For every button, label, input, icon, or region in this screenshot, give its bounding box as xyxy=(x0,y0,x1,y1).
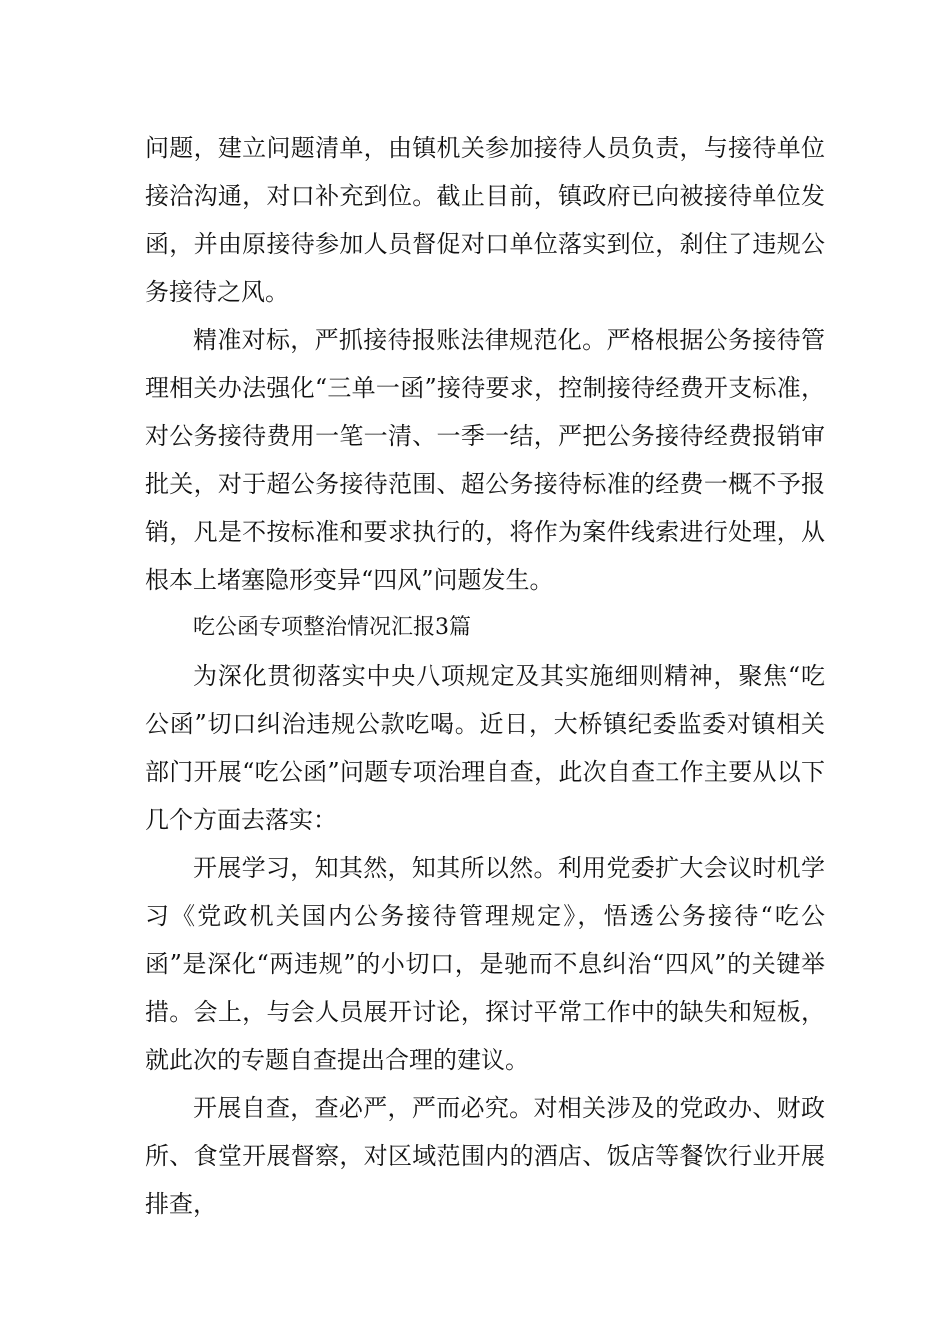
section-heading: 吃公函专项整治情况汇报3篇 xyxy=(193,615,471,640)
paragraph-5: 开展自查，查必严，严而必究。对相关涉及的党政办、财政所、食堂开展督察，对区域范围内的酒店、饭店等餐饮行业开展排查， xyxy=(145,1094,825,1218)
document-body xyxy=(145,124,825,1228)
paragraph-3: 为深化贯彻落实中央八项规定及其实施细则精神，聚焦“吃公函”切口纠治违规公款吃喝。近日，大桥镇纪委监委对镇相关部门开展“吃公函”问题专项治理自查，此次自查工作主要从以下几个方面去落实： xyxy=(145,662,825,834)
paragraph-4: 开展学习，知其然，知其所以然。利用党委扩大会议时机学习《党政机关国内公务接待管理规定》，悟透公务接待“吃公函”是深化“两违规”的小切口，是驰而不息纠治“四风”的关键举措。会上，与会人员展开讨论，探讨平常工作中的缺失和短板，就此次的专题自查提出合理的建议。 xyxy=(145,854,825,1074)
paragraph-2: 精准对标，严抓接待报账法律规范化。严格根据公务接待管理相关办法强化“三单一函”接待要求，控制接待经费开支标准，对公务接待费用一笔一清、一季一结，严把公务接待经费报销审批关，对于超公务接待范围、超公务接待标准的经费一概不予报销，凡是不按标准和要求执行的，将作为案件线索进行处理，从根本上堵塞隐形变异“四风”问题发生。 xyxy=(145,326,825,594)
paragraph-1: 问题，建立问题清单，由镇机关参加接待人员负责，与接待单位接洽沟通，对口补充到位。截止目前，镇政府已向被接待单位发函，并由原接待参加人员督促对口单位落实到位，刹住了违规公务接待之风。 xyxy=(145,134,825,306)
